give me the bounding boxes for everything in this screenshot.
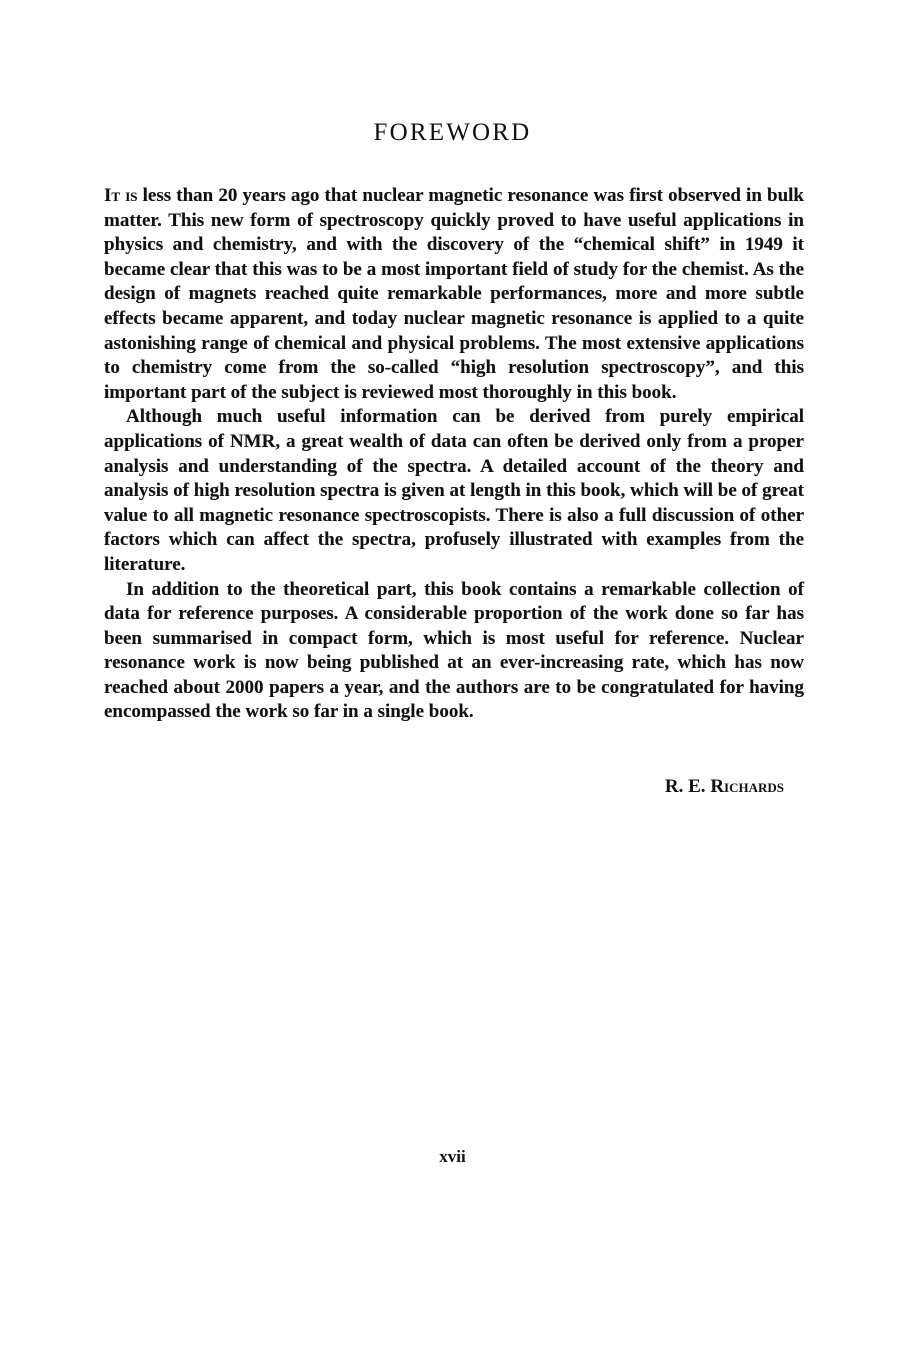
- paragraph-3: In addition to the theoretical part, this book contains a remarkable collection of data for reference purposes. A considerable proportion of the work done so far has been summarised in compact form, which is most useful for reference. Nuclear resonance work is now being published at an ever-increasing rate, which has now reached about 2000 papers a year, and the authors are to be congratulated for having encompassed the work so far in a single book.: [104, 578, 804, 723]
- paragraph-1-text: less than 20 years ago that nuclear magnetic resonance was first observed in bulk matter. This new form of spectroscopy quickly proved to have useful applications in physics and chemistry, and with the discovery of the “chemical shift” in 1949 it became clear that this was to be a most important field of study for the chemist. As the design of magnets reached quite remarkable performances, more and more subtle effects became apparent, and today nuclear magnetic resonance is applied to a quite astonishing range of chemical and physical problems. The most extensive applications to chemistry come from the so-called “high resolution spectroscopy”, and this important part of the subject is reviewed most thoroughly in this book.: [104, 185, 805, 403]
- foreword-body: [104, 184, 804, 725]
- author-signature: [560, 775, 784, 799]
- page-title: FOREWORD: [373, 119, 532, 146]
- paragraph-1-lead: It is: [104, 185, 138, 206]
- paragraph-2: Although much useful information can be derived from purely empirical applications of NMR, a great wealth of data can often be derived only from a proper analysis and understanding of the spectra. A detailed account of the theory and analysis of high resolution spectra is given at length in this book, which will be of great value to all magnetic resonance spectroscopists. There is also a full discussion of other factors which can affect the spectra, profusely illustrated with examples from the literature.: [104, 406, 804, 575]
- paragraph-1: [104, 184, 804, 405]
- page-number: xvii: [439, 1147, 466, 1166]
- author-initials: R. E.: [664, 776, 706, 797]
- author-surname: Richards: [710, 776, 784, 797]
